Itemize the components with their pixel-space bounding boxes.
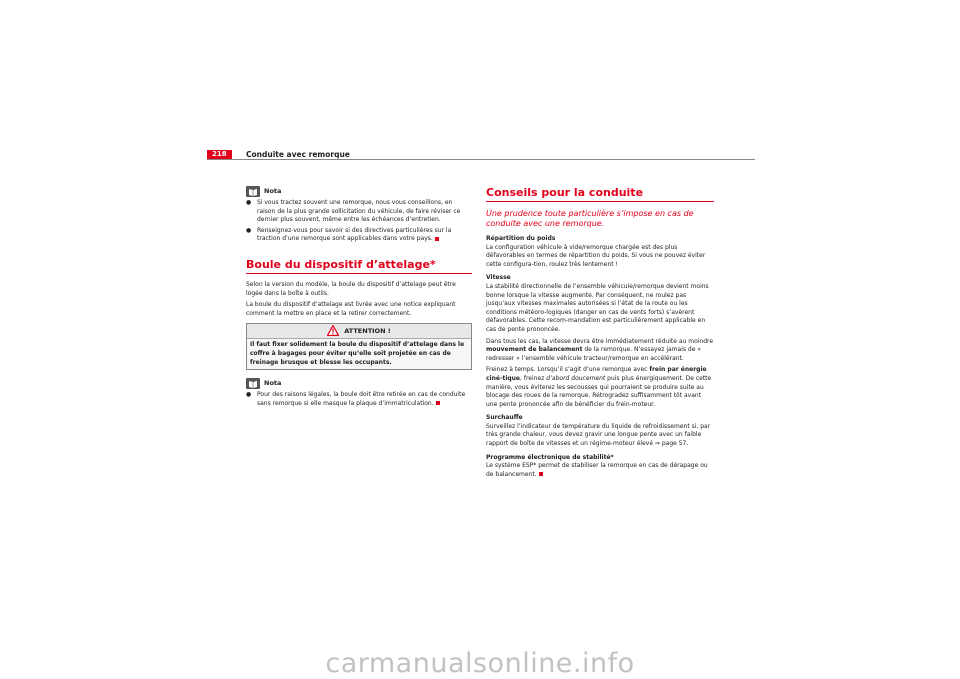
text-run: Le système ESP* permet de stabiliser la remorque en cas de dérapage ou de balancement.: [486, 462, 708, 478]
note-header: [246, 186, 472, 197]
section-title: Conseils pour la conduite: [486, 186, 714, 202]
text-run: , freinez: [520, 374, 545, 382]
left-column: [246, 186, 472, 410]
warning-triangle-icon: [327, 325, 339, 339]
text-run: Dans tous les cas, la vitesse devra être immédiatement réduite au moindre: [486, 337, 714, 345]
paragraph: [486, 338, 714, 364]
subheading: Vitesse: [486, 274, 511, 282]
subheading: Répartition du poids: [486, 235, 556, 242]
bullet-icon: ●: [246, 391, 252, 399]
book-icon: [246, 186, 260, 197]
right-column: [486, 186, 714, 482]
section-subtitle: Une prudence toute particulière s’impose en cas de conduite avec une remorque.: [486, 209, 694, 228]
note-block: [246, 186, 472, 244]
text-run-italic: d’abord doucement: [546, 374, 606, 382]
page-number: 218: [207, 150, 232, 159]
bullet-icon: ●: [246, 199, 252, 206]
warning-title: ATTENTION !: [344, 327, 391, 336]
text-run-bold: frein par énergie ciné-tique: [486, 366, 707, 382]
warning-box: [246, 323, 472, 370]
text-run: Freinez à temps. Lorsqu’il s’agit d’une remorque avec: [486, 366, 648, 374]
list-item: [246, 227, 472, 244]
end-mark-icon: [436, 401, 440, 405]
text-run-bold: mouvement de balancement: [486, 346, 583, 354]
note-header: [246, 378, 472, 389]
section-title: Boule du dispositif d’attelage*: [246, 258, 472, 274]
text-run: puis plus énergiquement. De cette manière, vous éviterez les secousses qui pourraient se produire suite au blocage des roues de la remorque. Rétrogradez suffisamment tôt avant une pente prononcée afin de bénéficier du frein-moteur.: [486, 374, 712, 408]
paragraph: Selon la version du modèle, la boule du dispositif d’attelage peut être logée dans la boîte à outils.: [246, 280, 456, 297]
warning-header: [247, 324, 471, 339]
bullet-text: Renseignez-vous pour savoir si des directives particulières sur la traction d’une remorque sont applicables dans votre pays.: [257, 226, 452, 243]
subheading: Programme électronique de stabilité*: [486, 453, 614, 461]
running-title: Conduite avec remorque: [246, 150, 350, 159]
header-rule: [207, 159, 755, 160]
list-item: [246, 199, 472, 225]
list-item: [246, 391, 472, 408]
note-label: Nota: [264, 379, 282, 388]
paragraph: Surveillez l’indicateur de température du liquide de refroidissement si, par très grande chaleur, vous devez gravir une longue pente avec un faible rapport de boîte de vitesses et un régime-moteur élevé ⇒ page 57.: [486, 422, 711, 448]
bullet-text: Pour des raisons légales, la boule doit être retirée en cas de conduite sans remorque si elle masque la plaque d’immatriculation.: [257, 391, 466, 407]
paragraph: [486, 462, 714, 479]
end-mark-icon: [435, 237, 439, 241]
subheading: Surchauffe: [486, 414, 523, 422]
bullet-text: Si vous tractez souvent une remorque, nous vous conseillons, en raison de la plus grande sollicitation du véhicule, de faire réviser ce dernier plus souvent, même entre les échéances d’entretien.: [257, 199, 461, 224]
paragraph: La configuration véhicule à vide/remorque chargée est des plus défavorables en termes de répartition du poids. Si vous ne pouvez éviter cette configura-tion, roulez très lentement !: [486, 243, 706, 268]
book-icon: [246, 378, 260, 389]
note-label: Nota: [264, 187, 282, 196]
paragraph: [486, 366, 714, 409]
paragraph: La boule du dispositif d’attelage est livrée avec une notice expliquant comment la mettre en place et la retirer correctement.: [246, 301, 456, 317]
warning-text: Il faut fixer solidement la boule du dispositif d’attelage dans le coffre à bagages pour éviter qu’elle soit projetée en cas de freinage brusque et blesse les occupants.: [250, 341, 465, 366]
watermark: carmanualsonline.info: [325, 648, 635, 679]
bullet-icon: ●: [246, 226, 252, 234]
end-mark-icon: [539, 472, 543, 476]
paragraph: La stabilité directionnelle de l’ensemble véhicule/remorque devient moins bonne lorsque la vitesse augmente. Par conséquent, ne roulez pas jusqu’aux vitesses maximales autorisées si l’état de la route ou les conditions météoro-logiques (danger en cas de vents forts) s’avèrent défavorables. Cette recom-mandation est particulièrement applicable en cas de pente prononcée.: [486, 282, 709, 333]
text-run: de la remorque. N’essayez jamais de « redresser » l’ensemble véhicule tracteur/remorque en accélérant.: [486, 346, 701, 362]
note-block: [246, 378, 472, 408]
